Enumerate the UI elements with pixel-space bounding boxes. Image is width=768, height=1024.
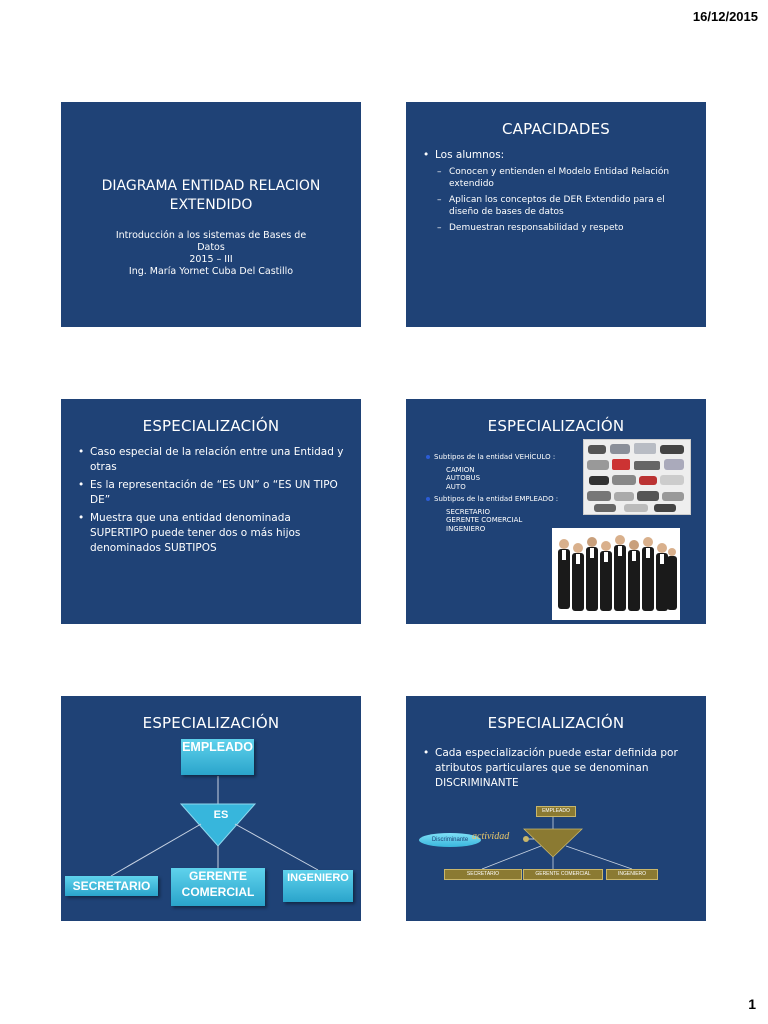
slide4-title: ESPECIALIZACIÓN <box>487 417 625 435</box>
vehicles-illustration <box>584 440 690 514</box>
page-date: 16/12/2015 <box>692 9 758 24</box>
slide2-title: CAPACIDADES <box>501 120 610 138</box>
subtype-box <box>283 870 353 902</box>
subtype-box: INGENIERO <box>606 869 658 880</box>
discriminant-attribute: actividad <box>472 831 510 842</box>
slide5-title: ESPECIALIZACIÓN <box>142 714 280 732</box>
sub-bullet-item: – Conocen y entienden el Modelo Entidad Relación extendido <box>437 166 696 190</box>
slide3-title: ESPECIALIZACIÓN <box>142 417 280 435</box>
subtype-box: SECRETARIO <box>444 869 522 880</box>
sub-bullet-item: – Aplican los conceptos de DER Extendido para el diseño de bases de datos <box>437 194 696 218</box>
slide-especializacion-def <box>61 399 361 624</box>
page-number: 1 <box>748 996 756 1012</box>
group-prefix: Subtipos de la entidad <box>434 495 513 503</box>
subtitle-line: Ing. María Yornet Cuba Del Castillo <box>128 266 294 277</box>
subtype-box: SECRETARIO <box>65 876 158 896</box>
subtype-item: CAMION <box>446 465 475 474</box>
title-line: DIAGRAMA ENTIDAD RELACION <box>101 178 321 194</box>
subtitle-line: Introducción a los sistemas de Bases de <box>115 230 307 241</box>
slide-especializacion-discriminante <box>406 696 706 921</box>
subtype-item: AUTO <box>446 482 466 491</box>
slide6-title: ESPECIALIZACIÓN <box>487 714 625 732</box>
bullet-item: • Muestra que una entidad denominada SUPERTIPO puede tener dos o más hijos denominados SUBTIPOS <box>78 511 351 556</box>
slide-especializacion-diagrama <box>61 696 361 921</box>
subtype-item: INGENIERO <box>446 524 486 533</box>
subtype-box: GERENTE COMERCIAL <box>523 869 603 880</box>
sub-bullets <box>435 166 696 234</box>
subtype-box <box>171 868 265 906</box>
employees-image <box>552 528 680 620</box>
title-line: EXTENDIDO <box>169 197 253 213</box>
group-entity: VEHÍCULO : <box>514 453 556 461</box>
sub-bullet-item: – Demuestran responsabilidad y respeto <box>437 222 696 234</box>
bullet-item: • Caso especial de la relación entre una Entidad y otras <box>78 445 351 475</box>
slide2-bullets <box>406 148 706 234</box>
supertype-box: EMPLEADO <box>181 739 254 775</box>
bullet-text: Los alumnos: <box>435 149 505 161</box>
group-entity: EMPLEADO : <box>514 495 559 503</box>
discriminant-callout: Discriminante <box>419 833 481 847</box>
subtitle-line: Datos <box>197 242 225 253</box>
attribute-dot <box>523 836 529 842</box>
subtitle-line: 2015 – III <box>189 254 233 265</box>
employees-illustration <box>552 528 680 620</box>
subtype-item: SECRETARIO <box>446 507 490 516</box>
slide-capacidades <box>406 102 706 327</box>
slide1-subtitle <box>61 230 361 278</box>
slide1-title <box>61 177 361 215</box>
box-line: INGENIERO <box>287 872 349 884</box>
supertype-box: EMPLEADO <box>536 806 576 817</box>
relation-label: ES <box>213 809 229 821</box>
box-line: GERENTE <box>188 869 247 883</box>
group-prefix: Subtipos de la entidad <box>434 453 513 461</box>
subtype-item: AUTOBUS <box>446 474 481 482</box>
bullet-item <box>423 148 696 234</box>
slide3-bullets <box>61 445 361 556</box>
bullet-item: • Es la representación de “ES UN” o “ES UN TIPO DE” <box>78 478 351 508</box>
box-line: COMERCIAL <box>181 885 255 899</box>
vehicles-image <box>583 439 691 515</box>
subtype-item: GERENTE COMERCIAL <box>446 516 523 524</box>
discriminant-triangle <box>524 829 582 857</box>
slide-especializacion-ejemplos <box>406 399 706 624</box>
bullet-item: • Cada especialización puede estar definida por atributos particulares que se denominan DISCRIMINANTE <box>423 746 696 791</box>
slide-title <box>61 102 361 327</box>
